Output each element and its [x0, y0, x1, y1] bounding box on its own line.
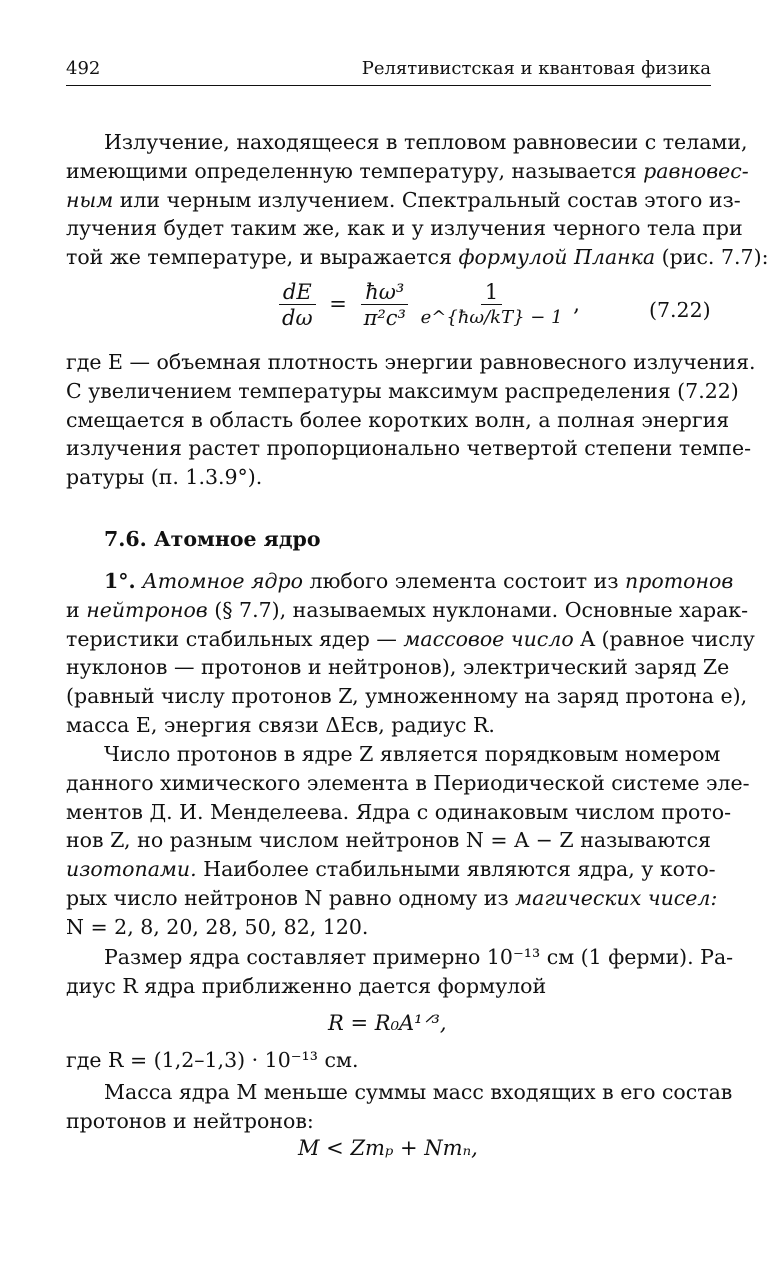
text-line: 1°. Атомное ядро любого элемента состоит из протонов — [104, 569, 734, 593]
paragraph-size — [66, 943, 734, 1001]
text-line: имеющими определенную температуру, называется равновес- — [66, 158, 749, 183]
text-line: данного химического элемента в Периодической системе эле- — [66, 770, 750, 795]
formula-mass: M < Zmₚ + Nmₙ, — [298, 1136, 478, 1160]
header-rule — [66, 85, 711, 86]
text-line: Излучение, находящееся в тепловом равновесии с телами, — [104, 130, 748, 154]
text-line: излучения растет пропорционально четвертой степени темпе- — [66, 436, 751, 461]
paragraph-mass — [66, 1078, 733, 1136]
paragraph-energy-density — [66, 348, 756, 492]
text-line: лучения будет таким же, как и у излучения черного тела при — [66, 216, 743, 241]
paragraph-radius-value — [66, 1046, 711, 1075]
fraction-bose: $\frac{1}{e\^{}\{ħ\omega/kT\} - 1}$ — [420, 280, 563, 328]
text-line: ментов Д. И. Менделеева. Ядра с одинаковым числом прото- — [66, 799, 731, 824]
text-line: ным или черным излучением. Спектральный состав этого из- — [66, 187, 741, 212]
paragraph-blackbody — [66, 128, 769, 272]
text-line: изотопами. Наиболее стабильными являются ядра, у кото- — [66, 857, 716, 882]
text-line: где E — объемная плотность энергии равновесного излучения. — [66, 350, 756, 374]
page-number: 492 — [66, 58, 101, 79]
text-line: смещается в область более коротких волн, а полная энергия — [66, 407, 730, 432]
formula-planck: $\frac{dE}{d\omega}$ = $\frac{\text{ħω³}}{\text{π²c³}}$ $\frac{1}{e\^{}\{ħ\omega/kT\} - 1}$ , — [278, 280, 580, 331]
text-line: протонов и нейтронов: — [66, 1108, 314, 1133]
text-line: С увеличением температуры максимум распределения (7.22) — [66, 378, 739, 403]
fraction-dE-domega: $\frac{dE}{d\omega}$ — [278, 280, 317, 331]
text-line: диус R ядра приближенно дается формулой — [66, 973, 547, 998]
text-line: Размер ядра составляет примерно 10⁻¹³ см (1 ферми). Ра- — [104, 945, 734, 969]
fraction-hbar-omega: $\frac{\text{ħω³}}{\text{π²c³}}$ — [360, 280, 410, 331]
text-line: N = 2, 8, 20, 28, 50, 82, 120. — [66, 914, 369, 939]
text-line: масса E, энергия связи ΔEсв, радиус R. — [66, 712, 495, 737]
text-line: той же температуре, и выражается формулой Планка (рис. 7.7): — [66, 245, 769, 270]
text-line: рых число нейтронов N равно одному из магических чисел: — [66, 885, 718, 910]
text-line: нуклонов — протонов и нейтронов), электрический заряд Ze — [66, 655, 730, 680]
running-title: Релятивистская и квантовая физика — [361, 58, 711, 79]
text-line: теристики стабильных ядер — массовое число A (равное числу — [66, 626, 755, 651]
text-line: и нейтронов (§ 7.7), называемых нуклонами. Основные харак- — [66, 597, 749, 622]
text-line: ратуры (п. 1.3.9°). — [66, 465, 263, 490]
text-line: нов Z, но разным числом нейтронов N = A − Z называются — [66, 828, 711, 853]
text-line: (равный числу протонов Z, умноженному на заряд протона e), — [66, 684, 748, 709]
section-title: 7.6. Атомное ядро — [104, 527, 321, 551]
text-line: где R = (1,2–1,3) · 10⁻¹³ см. — [66, 1048, 359, 1072]
paragraph-isotopes — [66, 740, 750, 942]
paragraph-nucleus — [66, 567, 755, 740]
formula-radius: R = R₀A¹ᐟ³, — [328, 1011, 447, 1035]
text-line: Масса ядра M меньше суммы масс входящих в его состав — [104, 1080, 733, 1104]
equation-number: (7.22) — [649, 298, 711, 322]
running-header — [66, 58, 711, 79]
text-line: Число протонов в ядре Z является порядковым номером — [104, 742, 721, 766]
